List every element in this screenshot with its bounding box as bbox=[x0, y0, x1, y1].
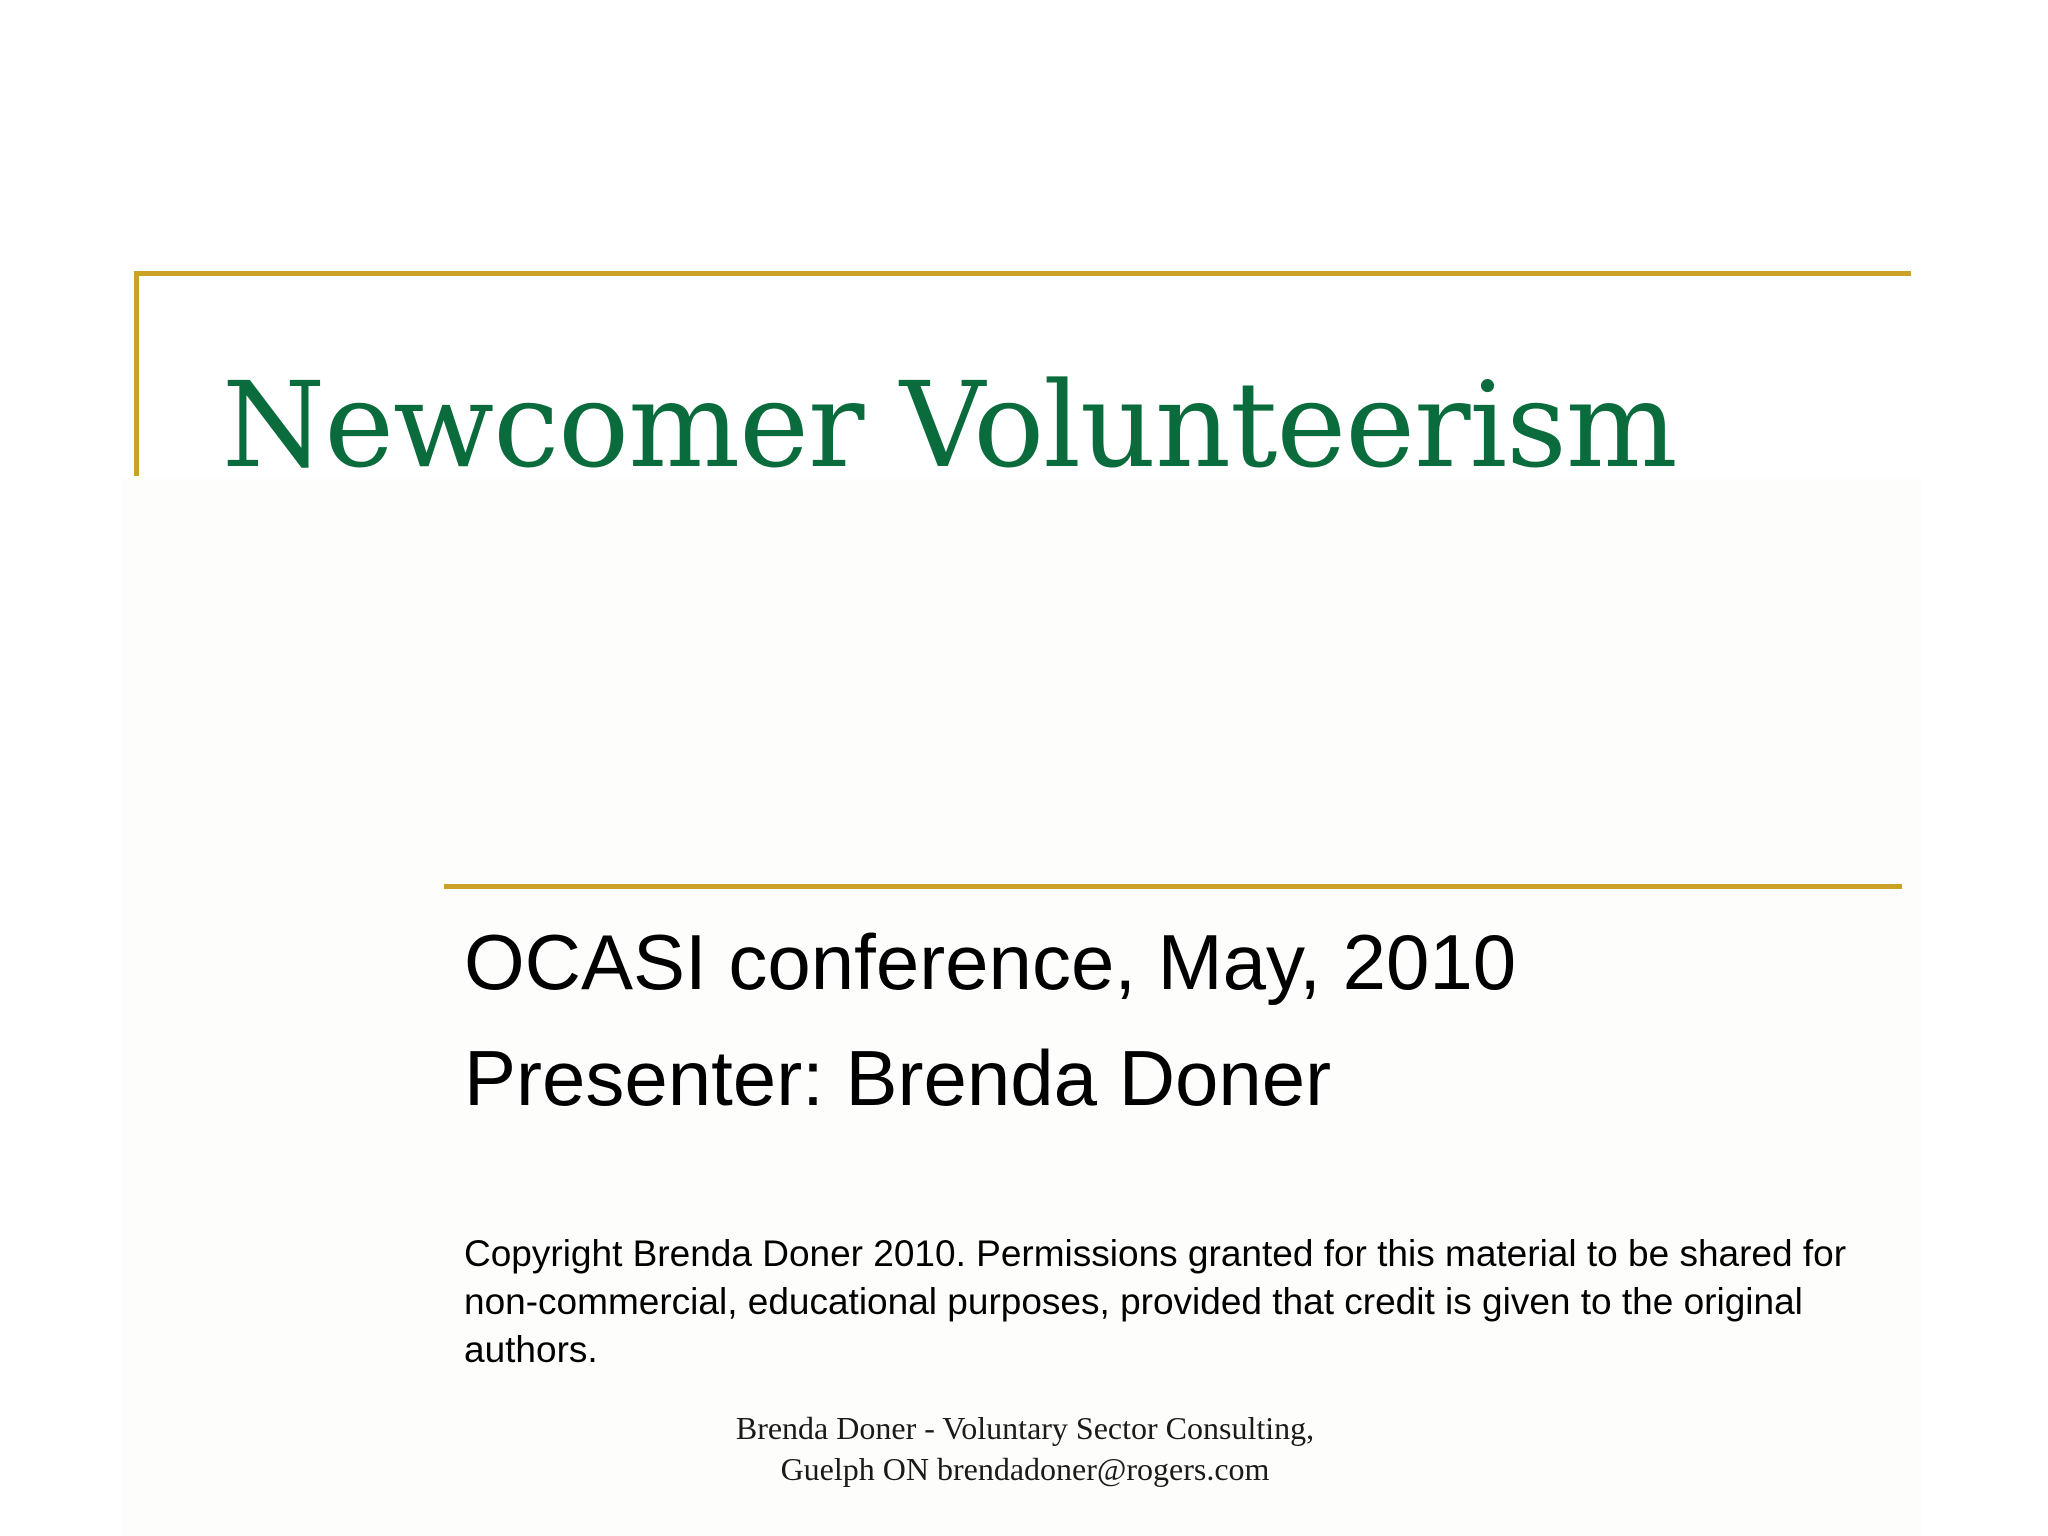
subtitle-rule bbox=[444, 884, 1902, 889]
slide-title: Newcomer Volunteerism bbox=[222, 356, 1677, 494]
presenter-line: Presenter: Brenda Doner bbox=[464, 1034, 1332, 1122]
footer bbox=[520, 1408, 1530, 1490]
title-top-rule bbox=[134, 271, 1911, 276]
conference-line: OCASI conference, May, 2010 bbox=[464, 918, 1517, 1006]
subtitle-block bbox=[464, 904, 1516, 1136]
footer-line-contact: Guelph ON brendadoner@rogers.com bbox=[780, 1451, 1270, 1487]
footer-line-organization: Brenda Doner - Voluntary Sector Consulting, bbox=[735, 1410, 1315, 1446]
title-left-rule bbox=[134, 271, 139, 476]
copyright-notice: Copyright Brenda Doner 2010. Permissions granted for this material to be shared for non-commercial, educational purposes, provided that credit is given to the original authors. bbox=[464, 1233, 1847, 1370]
